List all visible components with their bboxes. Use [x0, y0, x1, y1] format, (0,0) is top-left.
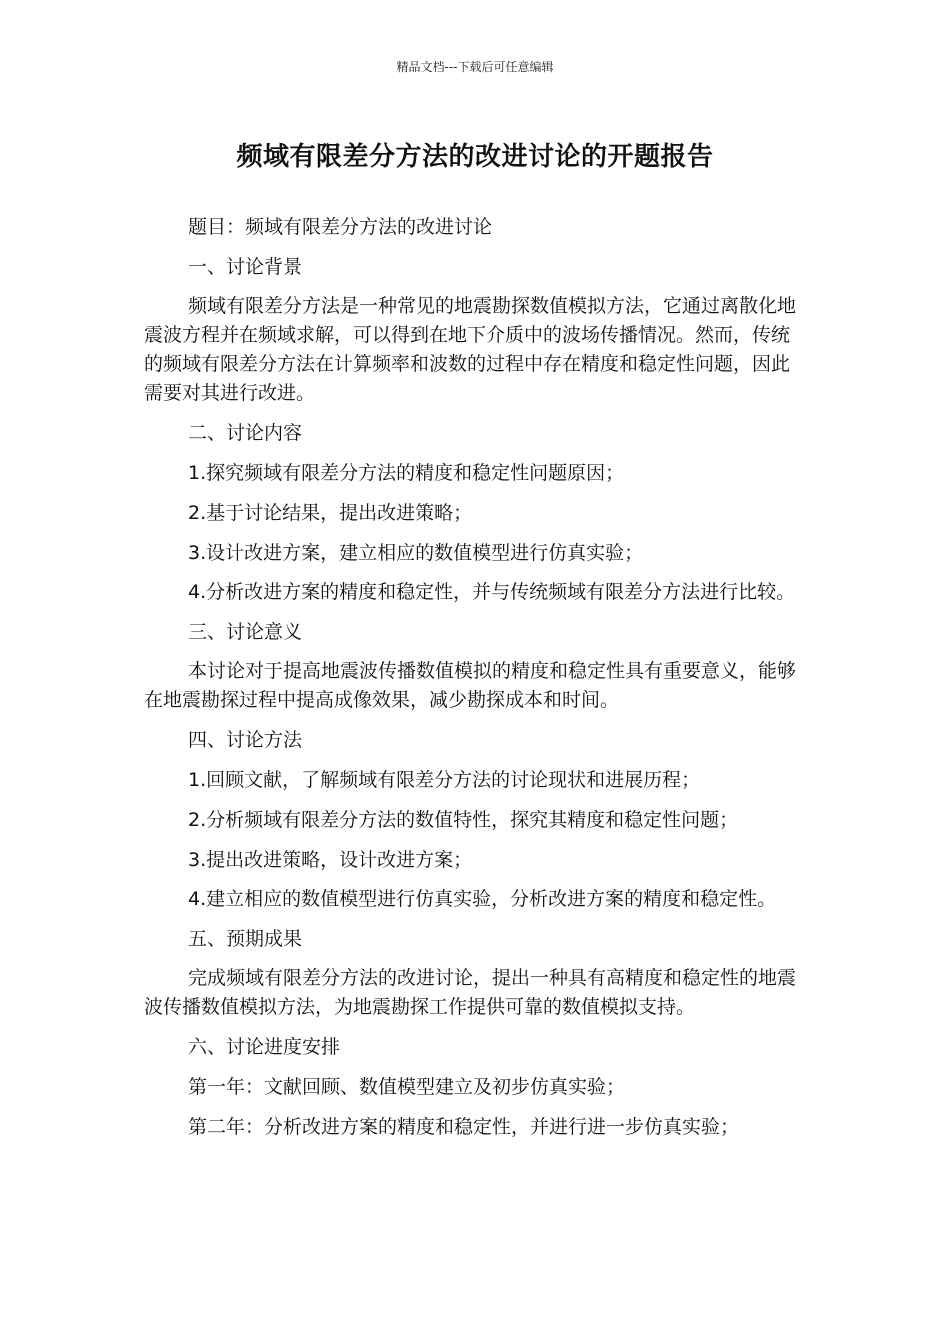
- section-heading-methods: 四、讨论方法: [188, 729, 303, 751]
- method-item-4: 4.建立相应的数值模型进行仿真实验，分析改进方案的精度和稳定性。: [188, 888, 777, 910]
- section-heading-content: 二、讨论内容: [188, 422, 303, 444]
- background-paragraph: 频域有限差分方法是一种常见的地震勘探数值模拟方法，它通过离散化地震波方程并在频域求解，可以得到在地下介质中的波场传播情况。然而，传统的频域有限差分方法在计算频率和波数的过程中存在精度和稳定性问题，因此需要对其进行改进。: [144, 295, 797, 404]
- topic-line: 题目：频域有限差分方法的改进讨论: [188, 216, 493, 238]
- schedule-year-1: 第一年：文献回顾、数值模型建立及初步仿真实验；: [188, 1076, 626, 1098]
- method-item-3: 3.提出改进策略，设计改进方案；: [188, 849, 473, 871]
- section-heading-background: 一、讨论背景: [188, 256, 303, 278]
- document-body: [144, 212, 804, 1152]
- document-title: 频域有限差分方法的改进讨论的开题报告: [236, 142, 714, 172]
- content-item-3: 3.设计改进方案，建立相应的数值模型进行仿真实验；: [188, 542, 644, 564]
- page-header-watermark: 精品文档---下载后可任意编辑: [396, 60, 554, 74]
- content-item-4: 4.分析改进方案的精度和稳定性，并与传统频域有限差分方法进行比较。: [188, 581, 796, 603]
- content-item-2: 2.基于讨论结果，提出改进策略；: [188, 502, 473, 524]
- content-item-1: 1.探究频域有限差分方法的精度和稳定性问题原因；: [188, 462, 625, 484]
- significance-paragraph: 本讨论对于提高地震波传播数值模拟的精度和稳定性具有重要意义，能够在地震勘探过程中提高成像效果，减少勘探成本和时间。: [144, 660, 797, 711]
- method-item-2: 2.分析频域有限差分方法的数值特性，探究其精度和稳定性问题；: [188, 809, 739, 831]
- section-heading-schedule: 六、讨论进度安排: [188, 1036, 341, 1058]
- method-item-1: 1.回顾文献，了解频域有限差分方法的讨论现状和进展历程；: [188, 769, 701, 791]
- section-heading-significance: 三、讨论意义: [188, 621, 303, 643]
- expected-results-paragraph: 完成频域有限差分方法的改进讨论，提出一种具有高精度和稳定性的地震波传播数值模拟方法，为地震勘探工作提供可靠的数值模拟支持。: [144, 967, 797, 1018]
- schedule-year-2: 第二年：分析改进方案的精度和稳定性，并进行进一步仿真实验；: [188, 1116, 740, 1138]
- section-heading-expected-results: 五、预期成果: [188, 928, 303, 950]
